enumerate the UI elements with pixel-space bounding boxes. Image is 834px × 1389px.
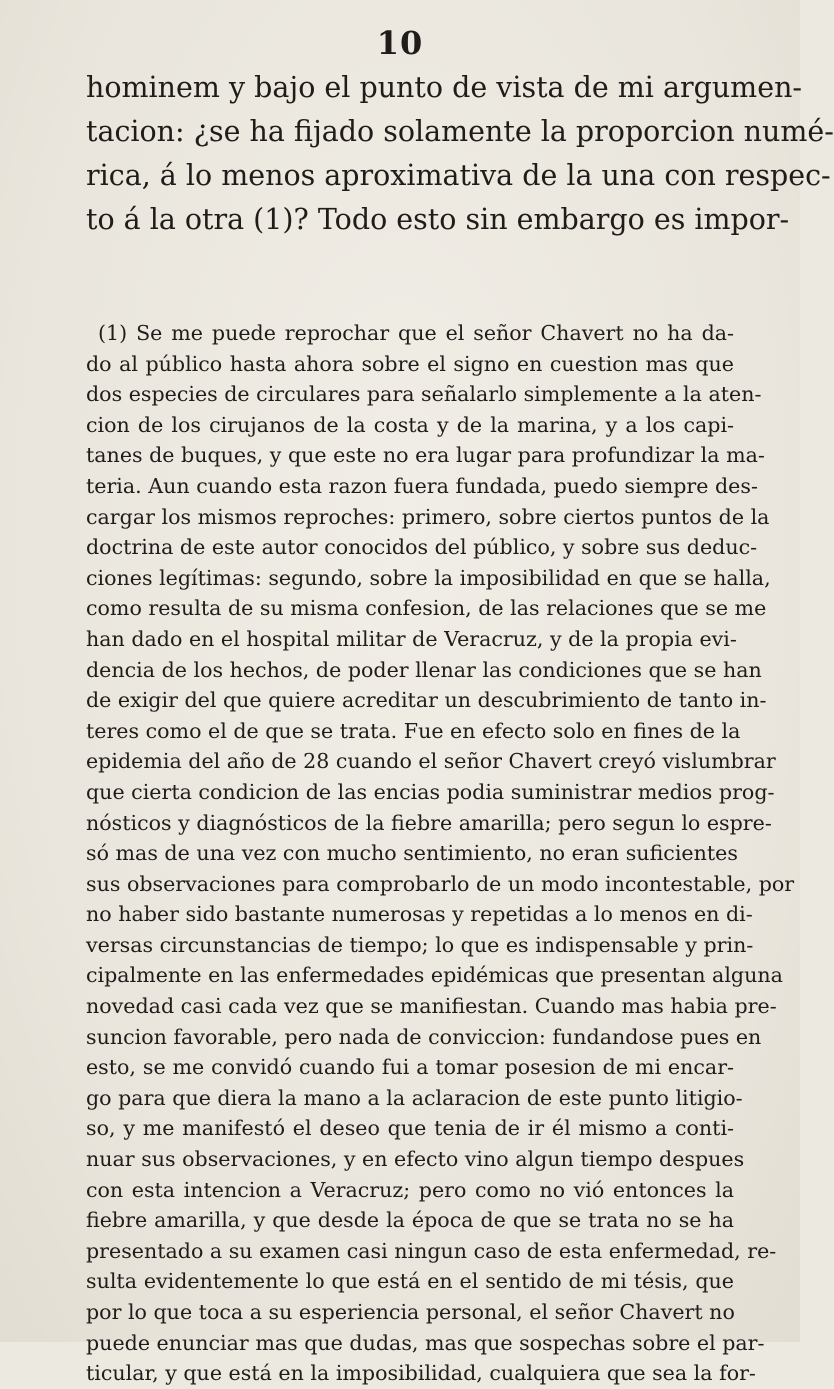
footnote-line: (1) Se me puede reprochar que el señor Chavert no ha da-	[98, 321, 734, 345]
main-text-line: rica, á lo menos aproximativa de la una con respec-	[86, 159, 831, 192]
footnote-line: esto, se me convidó cuando fui a tomar posesion de mi encar-	[86, 1055, 734, 1080]
footnote-line: puede enunciar mas que dudas, mas que sospechas sobre el par-	[86, 1330, 765, 1355]
footnote-line: por lo que toca a su esperiencia personal, el señor Chavert no	[86, 1300, 735, 1324]
footnote-line: nuar sus observaciones, y en efecto vino algun tiempo despues	[86, 1147, 745, 1172]
main-text-line: hominem y bajo el punto de vista de mi argumen-	[86, 71, 803, 104]
footnote-line: como resulta de su misma confesion, de las relaciones que se me	[86, 596, 767, 621]
footnote-line: dencia de los hechos, de poder llenar las condiciones que se han	[86, 657, 762, 682]
footnote-line: ciones legítimas: segundo, sobre la imposibilidad en que se halla,	[86, 565, 771, 590]
footnote-line: presentado a su examen casi ningun caso de esta enfermedad, re-	[86, 1238, 777, 1263]
footnote-line: cipalmente en las enfermedades epidémicas que presentan alguna	[86, 963, 783, 988]
footnote-line: con esta intencion a Veracruz; pero como no vió entonces la	[86, 1177, 734, 1202]
footnote-line: so, y me manifestó el deseo que tenia de ir él mismo a conti-	[86, 1116, 734, 1141]
footnote-line: do al público hasta ahora sobre el signo en cuestion mas que	[86, 351, 734, 376]
footnote-line: versas circunstancias de tiempo; lo que es indispensable y prin-	[86, 932, 754, 957]
footnote-line: dos especies de circulares para señalarlo simplemente a la aten-	[86, 382, 762, 407]
footnote	[86, 318, 795, 1389]
footnote-line: no haber sido bastante numerosas y repetidas a lo menos en di-	[86, 902, 753, 927]
main-text-line: to á la otra (1)? Todo esto sin embargo es impor-	[86, 203, 790, 236]
footnote-line: tanes de buques, y que este no era lugar para profundizar la ma-	[86, 443, 765, 468]
footnote-line: han dado en el hospital militar de Veracruz, y de la propia evi-	[86, 626, 737, 651]
footnote-line: teria. Aun cuando esta razon fuera fundada, puedo siempre des-	[86, 473, 758, 498]
footnote-line: cargar los mismos reproches: primero, sobre ciertos puntos de la	[86, 504, 770, 529]
footnote-line: doctrina de este autor conocidos del público, y sobre sus deduc-	[86, 535, 758, 560]
footnote-line: epidemia del año de 28 cuando el señor Chavert creyó vislumbrar	[86, 749, 776, 774]
footnote-line: fiebre amarilla, y que desde la época de que se trata no se ha	[86, 1208, 734, 1233]
footnote-line: de exigir del que quiere acreditar un descubrimiento de tanto in-	[86, 688, 767, 713]
footnote-line: suncion favorable, pero nada de conviccion: fundandose pues en	[86, 1024, 762, 1049]
page-number: 10	[376, 24, 424, 62]
footnote-line: teres como el de que se trata. Fue en efecto solo en fines de la	[86, 718, 741, 743]
footnote-line: novedad casi cada vez que se manifiestan. Cuando mas habia pre-	[86, 994, 777, 1019]
footnote-line: ticular, y que está en la imposibilidad, cualquiera que sea la for-	[86, 1361, 756, 1386]
footnote-line: que cierta condicion de las encias podia suministrar medios prog-	[86, 779, 775, 804]
footnote-line: go para que diera la mano a la aclaracion de este punto litigio-	[86, 1085, 743, 1110]
footnote-line: só mas de una vez con mucho sentimiento, no eran suficientes	[86, 841, 738, 866]
footnote-line: cion de los cirujanos de la costa y de la marina, y a los capi-	[86, 412, 734, 437]
footnote-line: sulta evidentemente lo que está en el sentido de mi tésis, que	[86, 1269, 734, 1294]
main-text-line: tacion: ¿se ha fijado solamente la proporcion numé-	[86, 115, 834, 148]
footnote-line: sus observaciones para comprobarlo de un modo incontestable, por	[86, 871, 795, 896]
footnote-line: nósticos y diagnósticos de la fiebre amarilla; pero segun lo espre-	[86, 810, 772, 835]
main-text	[86, 66, 834, 242]
